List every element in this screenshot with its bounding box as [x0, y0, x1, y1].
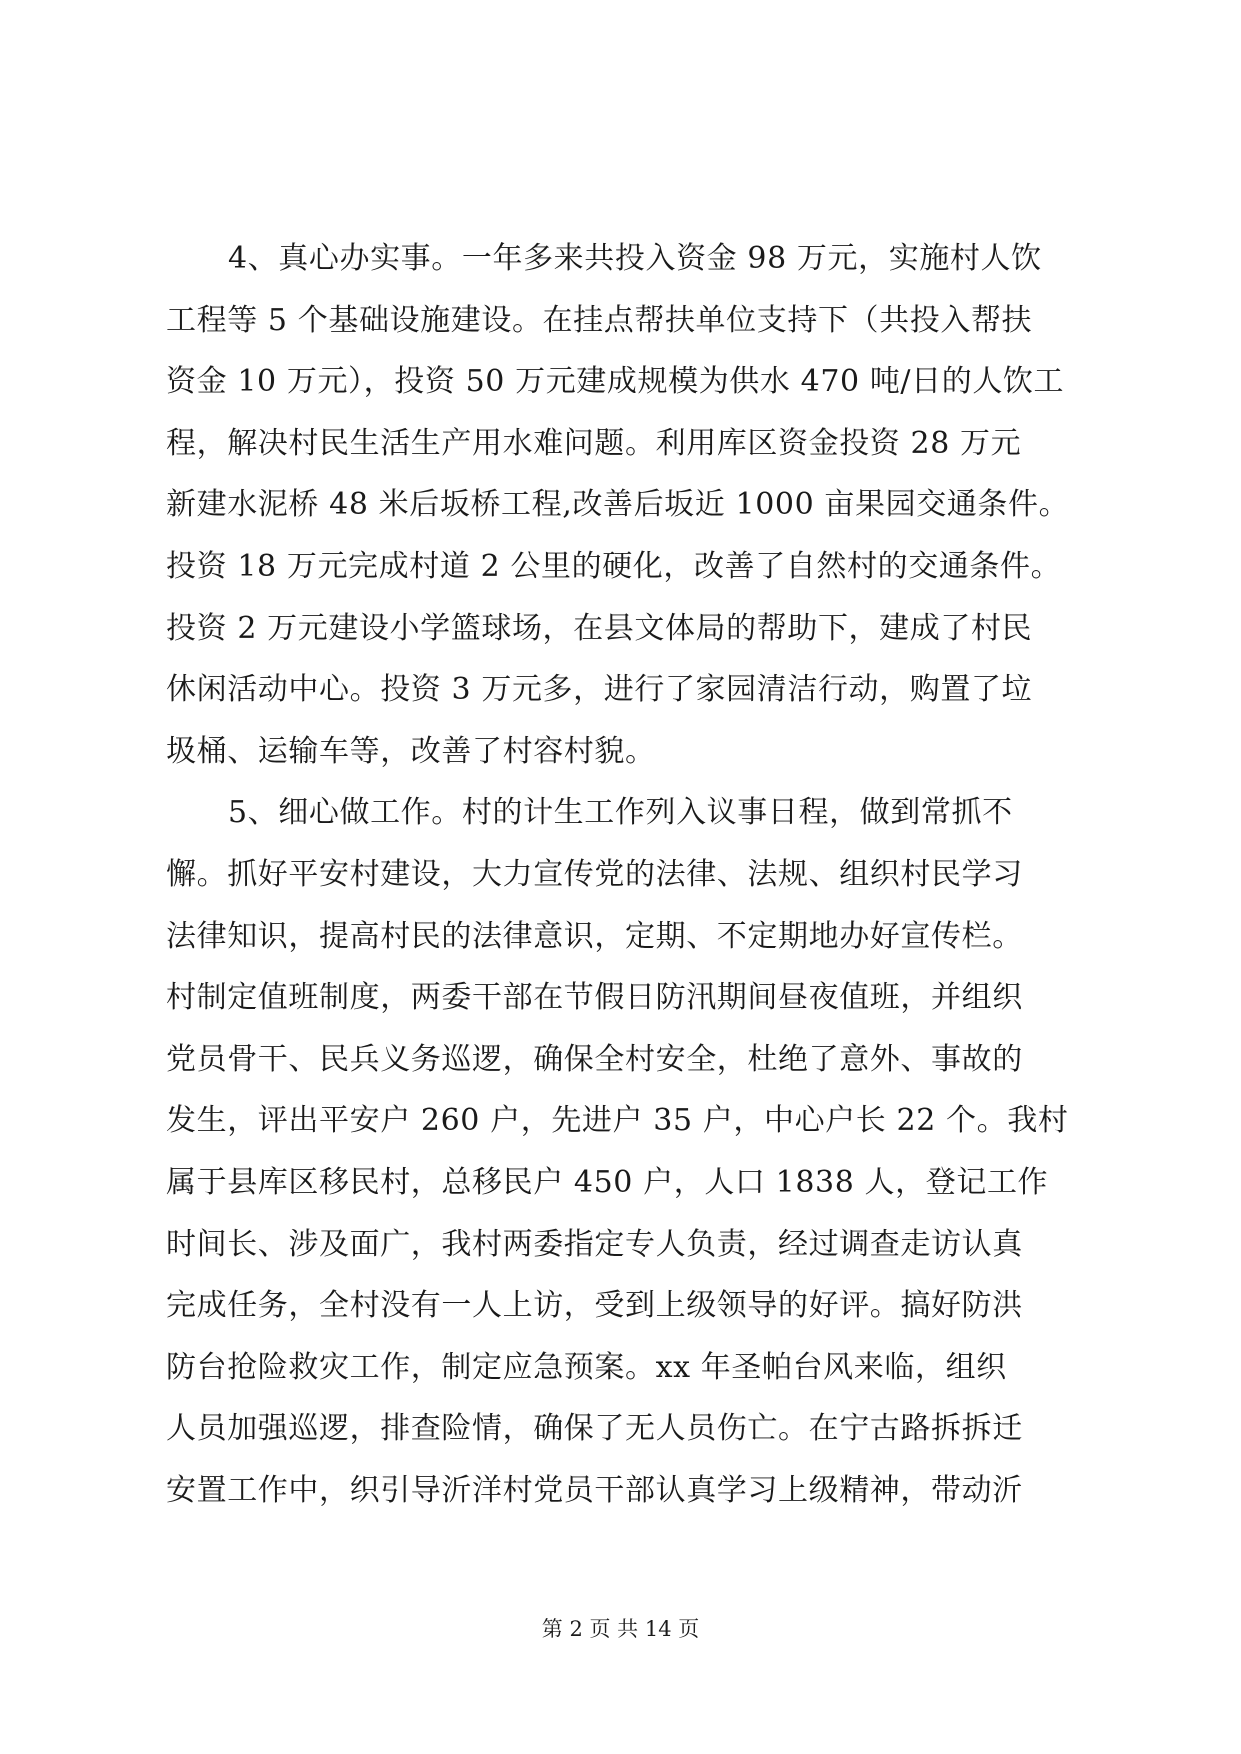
page-number-footer: 第 2 页 共 14 页	[541, 1617, 700, 1641]
paragraph-line: 投资 18 万元完成村道 2 公里的硬化，改善了自然村的交通条件。	[166, 548, 1062, 584]
paragraph-line: 懈。抓好平安村建设，大力宣传党的法律、法规、组织村民学习	[166, 856, 1023, 892]
paragraph-line: 工程等 5 个基础设施建设。在挂点帮扶单位支持下（共投入帮扶	[166, 302, 1033, 338]
paragraph-line: 时间长、涉及面广，我村两委指定专人负责，经过调查走访认真	[166, 1226, 1023, 1262]
paragraph-line: 完成任务，全村没有一人上访，受到上级领导的好评。搞好防洪	[166, 1288, 1023, 1324]
paragraph-line: 法律知识，提高村民的法律意识，定期、不定期地办好宣传栏。	[166, 918, 1023, 954]
paragraph-line: 5、细心做工作。村的计生工作列入议事日程，做到常抓不	[228, 795, 1013, 831]
paragraph-line: 村制定值班制度，两委干部在节假日防汛期间昼夜值班，并组织	[166, 980, 1023, 1016]
paragraph-line: 安置工作中，织引导沂洋村党员干部认真学习上级精神，带动沂	[166, 1472, 1023, 1508]
paragraph-line: 资金 10 万元），投资 50 万元建成规模为供水 470 吨/日的人饮工	[166, 364, 1065, 400]
paragraph-4	[166, 228, 1082, 782]
paragraph-line: 4、真心办实事。一年多来共投入资金 98 万元，实施村人饮	[228, 241, 1042, 276]
paragraph-5	[166, 782, 1082, 1521]
paragraph-line: 程，解决村民生活生产用水难问题。利用库区资金投资 28 万元	[166, 425, 1022, 461]
paragraph-line: 防台抢险救灾工作，制定应急预案。xx 年圣帕台风来临，组织	[166, 1349, 1007, 1385]
paragraph-line: 圾桶、运输车等，改善了村容村貌。	[166, 733, 656, 769]
document-body	[166, 228, 1082, 1521]
paragraph-line: 党员骨干、民兵义务巡逻，确保全村安全，杜绝了意外、事故的	[166, 1041, 1023, 1077]
paragraph-line: 投资 2 万元建设小学篮球场，在县文体局的帮助下，建成了村民	[166, 610, 1033, 646]
paragraph-line: 人员加强巡逻，排查险情，确保了无人员伤亡。在宁古路拆拆迁	[166, 1411, 1023, 1447]
paragraph-line: 发生，评出平安户 260 户，先进户 35 户，中心户长 22 个。我村	[166, 1103, 1069, 1139]
paragraph-line: 休闲活动中心。投资 3 万元多，进行了家园清洁行动，购置了垃	[166, 672, 1033, 708]
paragraph-line: 新建水泥桥 48 米后坂桥工程,改善后坂近 1000 亩果园交通条件。	[166, 487, 1070, 523]
paragraph-line: 属于县库区移民村，总移民户 450 户，人口 1838 人，登记工作	[166, 1164, 1049, 1200]
